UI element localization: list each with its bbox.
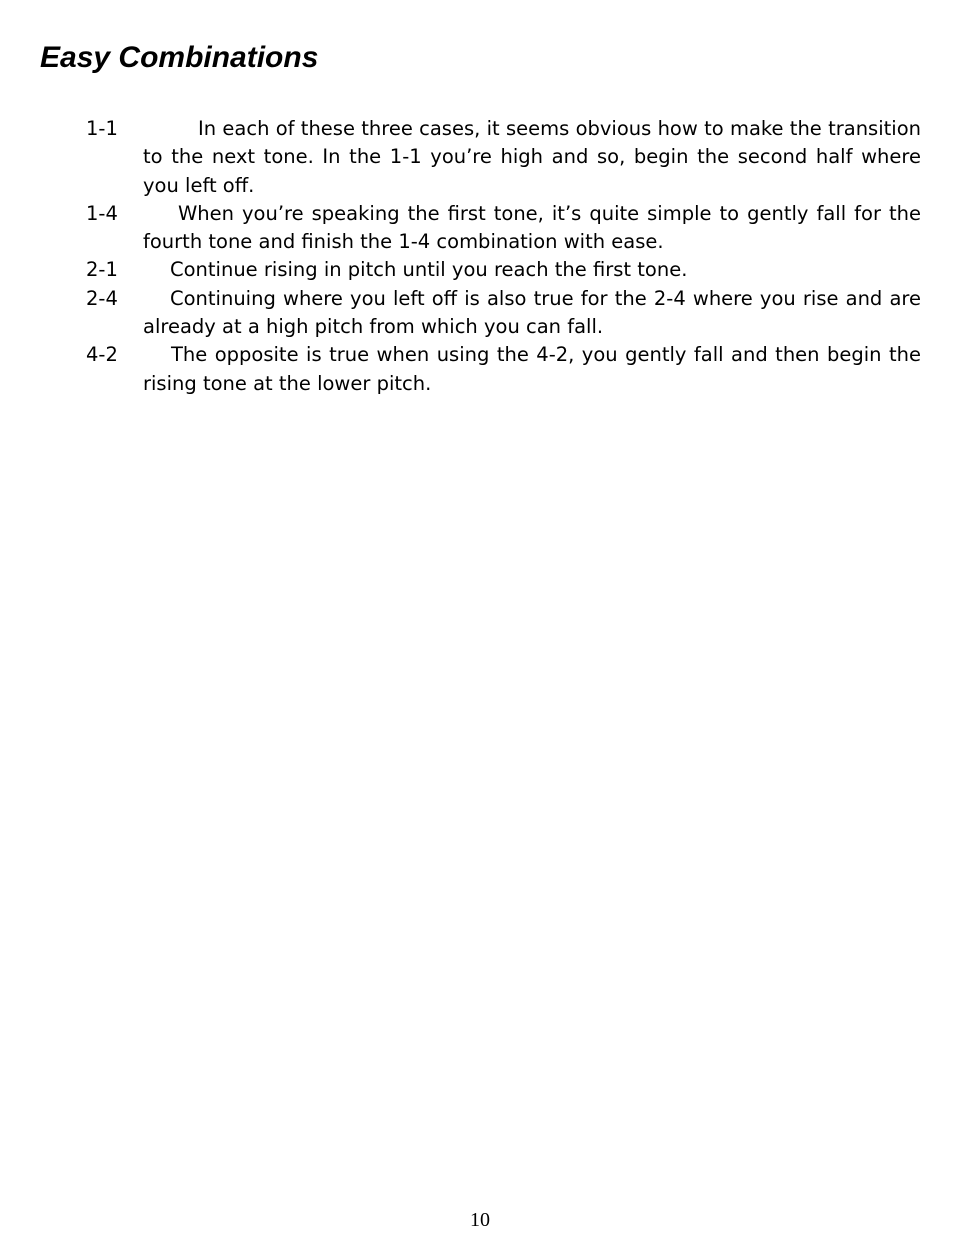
tone-combination-list (86, 115, 921, 398)
page-number: 10 (470, 1209, 490, 1231)
list-item (86, 115, 921, 200)
combination-description: In each of these three cases, it seems obvious how to make the transition to the next tone. In the 1-1 you’re high and so, begin the second half where you left off. (143, 117, 921, 197)
combination-description: Continuing where you left off is also true for the 2-4 where you rise and are already at a high pitch from which you can fall. (143, 286, 921, 339)
combination-code: 1-1 (86, 117, 118, 140)
list-item (86, 200, 921, 257)
list-item (86, 341, 921, 398)
combination-code: 2-1 (86, 258, 118, 282)
combination-description: Continue rising in pitch until you reach the first tone. (170, 258, 688, 282)
list-item (86, 256, 921, 284)
combination-description: When you’re speaking the first tone, it’s quite simple to gently fall for the fourth tone and finish the 1-4 combination with ease. (143, 201, 921, 254)
combination-description: The opposite is true when using the 4-2, you gently fall and then begin the rising tone at the lower pitch. (143, 343, 921, 395)
list-item (86, 285, 921, 342)
combination-code: 1-4 (86, 201, 118, 225)
combination-code: 2-4 (86, 286, 118, 310)
page-title: Easy Combinations (40, 41, 319, 74)
combination-code: 4-2 (86, 343, 118, 367)
